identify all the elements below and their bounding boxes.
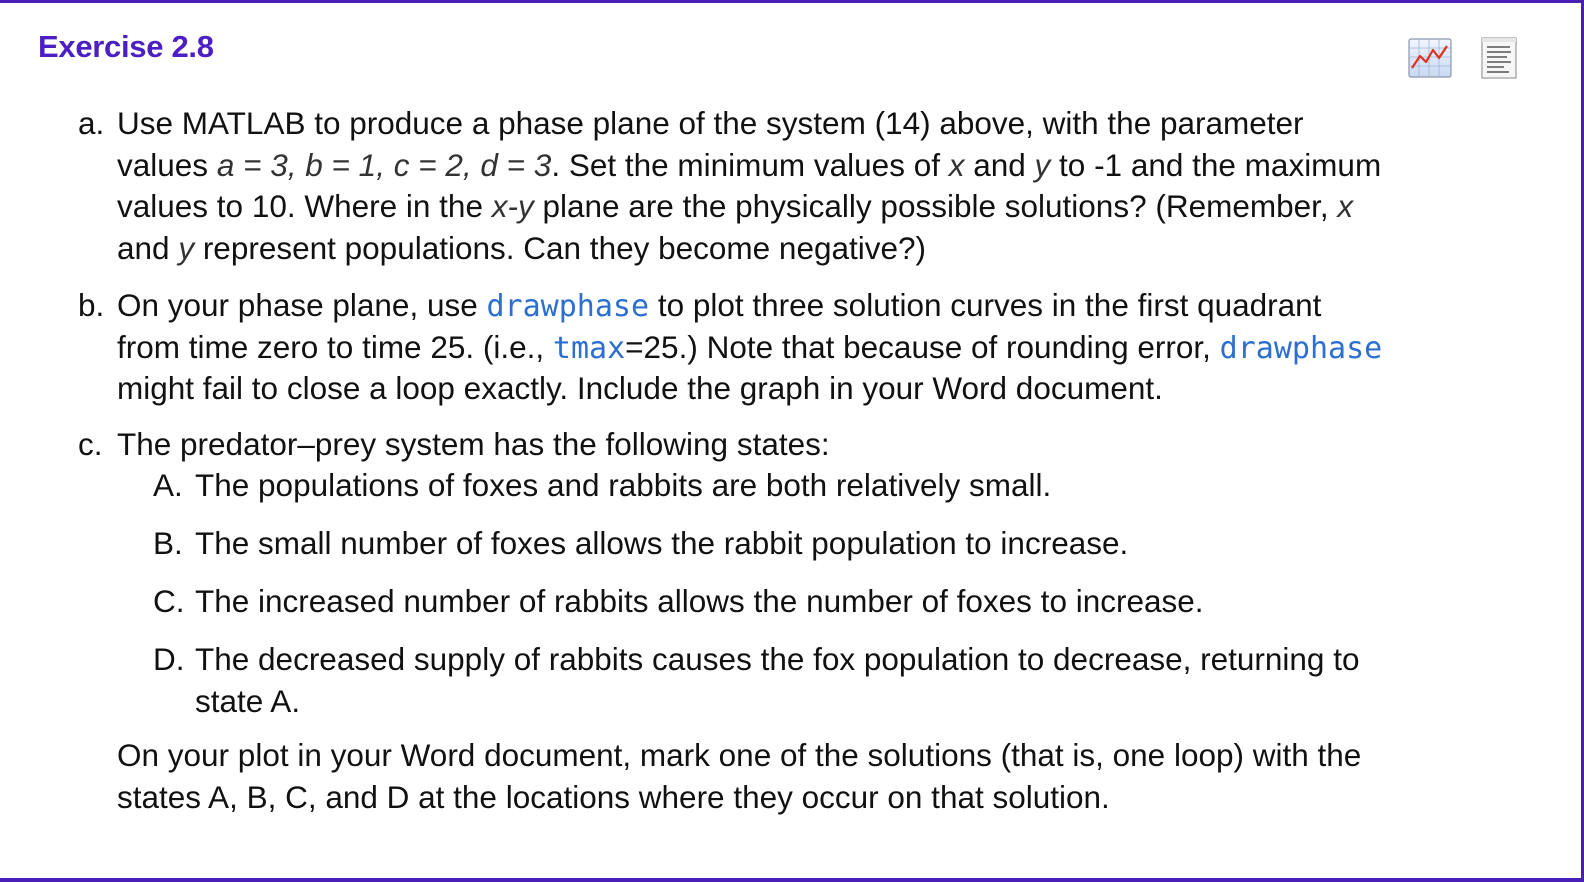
part-b-text: On your phase plane, use drawphase to plot three solution curves in the first quadrant from time zero to time 25. (i.e., tmax=25.) Note that because of rounding error, drawphase might fail to close a loop exactly. Include the graph in your Word document.	[117, 287, 1383, 406]
part-a-text: Use MATLAB to produce a phase plane of the system (14) above, with the parameter values a = 3, b = 1, c = 2, d = 3. Set the minimum values of x and y to -1 and the maximum values to 10. Where in the x-y plane are the physically possible solutions? (Remember, x and y represent populations. Can they become negative?)	[117, 105, 1382, 266]
exercise-panel: Exercise 2.8 a. Use MATLAB to produce a phase plane of the system (14) above, with the parameter values a = 3, b = 1, c = 2, d = 3. Set the minimum values of x and y to -1 and the maximum values to 10. Where in the x-y plane are the physically possible solutions? (Remember, x and y represent populations. Can they become negative?) b. On your phase plane, use drawphase to plot three solution curves in the first quadrant from time zero to time 25. (i.e., tmax=25.) Note that because of rounding error, drawphase might fail to close a loop exactly. Include the graph in your Word document. c. The predator–prey system has the following states: A. The populations of foxes and rabbits are both relatively small. B. The small number of foxes allows the rabbit population to increase. C. The increased number of rabbits allows the number of foxes to increase. D. The decreased supply of rabbits causes the fox population to decrease, returning to state A. On your plot in your Word document, mark one of the solutions (that is, one loop) with the states A, B, C, and D at the locations where they occur on that solution.	[0, 0, 1584, 882]
code-drawphase: drawphase	[486, 289, 650, 324]
part-a-label: a.	[78, 105, 105, 141]
document-icon[interactable]	[1474, 34, 1522, 82]
part-c-label: c.	[78, 426, 103, 462]
toolbar	[1406, 34, 1522, 82]
part-b-label: b.	[78, 287, 105, 323]
code-drawphase: drawphase	[1219, 330, 1383, 366]
exercise-title: Exercise 2.8	[38, 29, 214, 64]
chart-icon[interactable]	[1406, 34, 1454, 82]
part-c-intro: The predator–prey system has the following states:	[117, 426, 830, 462]
code-tmax: tmax	[552, 330, 626, 366]
closing-paragraph: On your plot in your Word document, mark one of the solutions (that is, one loop) with the states A, B, C, and D at the locations where they occur on that solution.	[117, 737, 1362, 815]
